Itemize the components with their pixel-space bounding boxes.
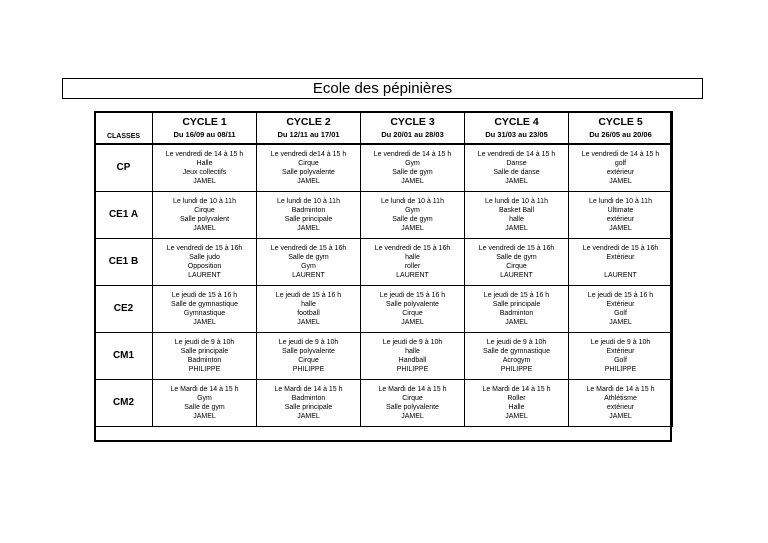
cell-line: JAMEL [609, 225, 632, 233]
cell-line: Cirque [194, 206, 215, 214]
schedule-cell [465, 333, 569, 380]
class-name: CE2 [95, 286, 153, 333]
cell-line: JAMEL [297, 413, 320, 421]
cell-line: Athlétisme [604, 394, 637, 402]
cell-line: Acrogym [502, 357, 531, 364]
cell-line: Cirque [298, 357, 319, 364]
cell-line: Gym [405, 206, 420, 214]
schedule-cell [569, 333, 673, 380]
schedule-cell [361, 192, 465, 239]
cell-line: extérieur [606, 216, 635, 223]
cell-line: JAMEL [193, 225, 216, 233]
cell-line: football [297, 310, 320, 317]
table-row [95, 286, 673, 333]
cell-line: Cirque [402, 310, 423, 317]
cycle-header [257, 112, 361, 145]
cell-line: Le jeudi de 9 à 10h [486, 338, 547, 346]
cell-line: Le vendredi de 14 à 15 h [373, 150, 452, 158]
cell-line: extérieur [606, 404, 635, 411]
cell-line: Badminton [291, 206, 326, 214]
cell-line: Le jeudi de 9 à 10h [590, 338, 651, 346]
cell-line: Gymnastique [183, 310, 226, 317]
cell-line: JAMEL [609, 178, 632, 186]
cell-line: Le lundi de 10 à 11h [173, 197, 236, 205]
cell-line: Le jeudi de 15 à 16 h [171, 291, 238, 299]
cell-line: Salle principale [180, 347, 229, 355]
cell-line: Le Mardi de 14 à 15 h [170, 385, 239, 393]
cell-line: Le lundi de 10 à 11h [277, 197, 340, 205]
cell-line: Gym [197, 394, 212, 402]
cell-line: JAMEL [297, 319, 320, 327]
cell-line: Le vendredi de 14 à 15 h [581, 150, 660, 158]
schedule-cell [569, 192, 673, 239]
cell-line: extérieur [606, 169, 635, 176]
table-row [95, 144, 673, 192]
header-row [95, 112, 673, 145]
schedule-cell [257, 286, 361, 333]
cell-line: Le jeudi de 9 à 10h [174, 338, 235, 346]
schedule-cell [569, 286, 673, 333]
cell-line: Cirque [506, 263, 527, 270]
schedule-cell [361, 144, 465, 192]
cell-line: Roller [507, 394, 526, 402]
class-name: CP [95, 144, 153, 192]
page-title [62, 78, 703, 99]
cell-line: JAMEL [193, 178, 216, 186]
cell-line: Basket Ball [498, 206, 535, 214]
cell-line: Ultimate [607, 206, 634, 214]
cell-line: Le jeudi de 15 à 16 h [275, 291, 342, 299]
cell-line: PHILIPPE [292, 366, 325, 374]
schedule-cell [153, 333, 257, 380]
schedule-cell [569, 239, 673, 286]
cell-line: Extérieur [606, 347, 635, 355]
cell-line: Le jeudi de 9 à 10h [382, 338, 443, 346]
schedule-cell [257, 144, 361, 192]
cell-line: JAMEL [297, 178, 320, 186]
schedule-cell [465, 380, 569, 427]
cell-line: Salle de gym [496, 253, 537, 261]
cell-line: JAMEL [401, 178, 424, 186]
cell-line: Halle [196, 159, 213, 167]
cell-line: Badminton [291, 394, 326, 402]
cell-line: Salle polyvalent [179, 216, 230, 223]
cycle-dates: Du 31/03 au 23/05 [485, 130, 548, 139]
classes-label: CLASSES [106, 132, 141, 140]
cell-line: Badminton [499, 310, 534, 317]
schedule-cell [569, 144, 673, 192]
cell-line: Le jeudi de 15 à 16 h [379, 291, 446, 299]
schedule-cell [361, 333, 465, 380]
cell-line: LAURENT [604, 272, 637, 280]
class-name: CM2 [95, 380, 153, 427]
schedule-cell [257, 333, 361, 380]
cell-line: Salle polyvalente [386, 404, 439, 411]
cell-line: Salle de gymnastique [483, 347, 550, 355]
cycle-header [361, 112, 465, 145]
cell-line: Salle principale [492, 300, 541, 308]
table-row [95, 333, 673, 380]
cell-line: PHILIPPE [188, 366, 221, 374]
cell-line: Gym [405, 159, 420, 167]
cell-line [569, 262, 672, 271]
cell-line: Le jeudi de 15 à 16 h [587, 291, 654, 299]
cell-line: Salle principale [284, 404, 333, 411]
cell-line: JAMEL [401, 225, 424, 233]
cell-line: Le vendredi de 15 à 16h [374, 244, 451, 252]
schedule-table [94, 111, 673, 427]
cycle-name: CYCLE 1 [182, 116, 227, 128]
schedule-cell [257, 239, 361, 286]
cell-line: Gym [301, 263, 316, 270]
cell-line: Le jeudi de 9 à 10h [278, 338, 339, 346]
cell-line: Salle de danse [493, 169, 540, 176]
cycle-dates: Du 16/09 au 08/11 [173, 130, 236, 139]
cycle-dates: Du 20/01 au 28/03 [381, 130, 444, 139]
cell-line: JAMEL [193, 319, 216, 327]
cell-line: Le vendredi de14 à 15 h [270, 150, 347, 158]
cell-line: Extérieur [606, 300, 635, 308]
class-name: CM1 [95, 333, 153, 380]
cell-line: JAMEL [505, 319, 528, 327]
table-row [95, 380, 673, 427]
cycle-header [153, 112, 257, 145]
cell-line: PHILIPPE [396, 366, 429, 374]
cell-line: Cirque [298, 159, 319, 167]
cell-line: halle [301, 300, 316, 308]
cell-line: PHILIPPE [500, 366, 533, 374]
cell-line: Le lundi de 10 à 11h [381, 197, 444, 205]
cell-line: JAMEL [401, 413, 424, 421]
cell-line: Salle de gym [184, 404, 225, 411]
cell-line: Le vendredi de 14 à 15 h [165, 150, 244, 158]
schedule-cell [153, 286, 257, 333]
schedule-cell [361, 239, 465, 286]
cell-line: JAMEL [505, 178, 528, 186]
cycle-name: CYCLE 5 [598, 116, 643, 128]
schedule-cell [257, 192, 361, 239]
cell-line: Le vendredi de 14 à 15 h [477, 150, 556, 158]
cycle-name: CYCLE 2 [286, 116, 331, 128]
cell-line: Le vendredi de 15 à 16h [478, 244, 555, 252]
cell-line: Le Mardi de 14 à 15 h [378, 385, 447, 393]
cycle-header [569, 112, 673, 145]
cycle-dates: Du 26/05 au 20/06 [589, 130, 652, 139]
schedule-cell [257, 380, 361, 427]
cell-line: LAURENT [500, 272, 533, 280]
class-name: CE1 A [95, 192, 153, 239]
cell-line: Salle polyvalente [282, 347, 335, 355]
cell-line: roller [404, 263, 421, 270]
cell-line: Danse [506, 159, 527, 167]
cell-line: JAMEL [609, 319, 632, 327]
cell-line: JAMEL [401, 319, 424, 327]
cycle-dates: Du 12/11 au 17/01 [277, 130, 340, 139]
schedule-cell [465, 192, 569, 239]
schedule-cell [153, 192, 257, 239]
cell-line: Opposition [187, 263, 222, 270]
school-title: Ecole des pépinières [312, 80, 453, 97]
schedule-cell [361, 380, 465, 427]
cell-line: Golf [614, 357, 627, 364]
schedule-cell [153, 144, 257, 192]
cell-line: Le lundi de 10 à 11h [589, 197, 652, 205]
cell-line: JAMEL [193, 413, 216, 421]
schedule-cell [361, 286, 465, 333]
cell-line: Le Mardi de 14 à 15 h [586, 385, 655, 393]
cell-line: JAMEL [609, 413, 632, 421]
schedule-cell [153, 380, 257, 427]
cell-line: Salle de gym [392, 169, 433, 176]
cycle-name: CYCLE 3 [390, 116, 435, 128]
cell-line: Salle de gym [392, 216, 433, 223]
cell-line: Golf [614, 310, 627, 317]
cell-line: LAURENT [292, 272, 325, 280]
cell-line: Le vendredi de 15 à 16h [582, 244, 659, 252]
table-row [95, 239, 673, 286]
cell-line: Le Mardi de 14 à 15 h [274, 385, 343, 393]
cell-line: Cirque [402, 394, 423, 402]
cell-line: JAMEL [505, 225, 528, 233]
cell-line: Salle principale [284, 216, 333, 223]
cell-line: halle [405, 347, 420, 355]
cell-line: golf [614, 159, 627, 167]
class-name: CE1 B [95, 239, 153, 286]
cell-line: Salle de gymnastique [171, 300, 238, 308]
cell-line: LAURENT [396, 272, 429, 280]
schedule-cell [153, 239, 257, 286]
cell-line: PHILIPPE [604, 366, 637, 374]
schedule-cell [569, 380, 673, 427]
cell-line: halle [405, 253, 420, 261]
cell-line: LAURENT [188, 272, 221, 280]
cell-line: Salle polyvalente [282, 169, 335, 176]
cell-line: Le Mardi de 14 à 15 h [482, 385, 551, 393]
cell-line: Salle de gym [288, 253, 329, 261]
cell-line: Extérieur [606, 253, 635, 261]
cell-line: Jeux collectifs [182, 169, 227, 176]
cell-line: JAMEL [505, 413, 528, 421]
cycle-header [465, 112, 569, 145]
cell-line: Le jeudi de 15 à 16 h [483, 291, 550, 299]
schedule-cell [465, 144, 569, 192]
cell-line: Halle [508, 404, 525, 411]
cell-line: JAMEL [297, 225, 320, 233]
classes-header [95, 112, 153, 145]
schedule-cell [465, 239, 569, 286]
schedule-cell [465, 286, 569, 333]
cell-line: Badminton [187, 357, 222, 364]
cell-line: Salle polyvalente [386, 300, 439, 308]
cell-line: Le lundi de 10 à 11h [485, 197, 548, 205]
cell-line: Le vendredi de 15 à 16h [270, 244, 347, 252]
cell-line: Handball [398, 357, 427, 364]
cycle-name: CYCLE 4 [494, 116, 539, 128]
cell-line: Le vendredi de 15 à 16h [166, 244, 243, 252]
table-row [95, 192, 673, 239]
cell-line: halle [509, 216, 524, 223]
cell-line: Salle judo [189, 253, 220, 261]
